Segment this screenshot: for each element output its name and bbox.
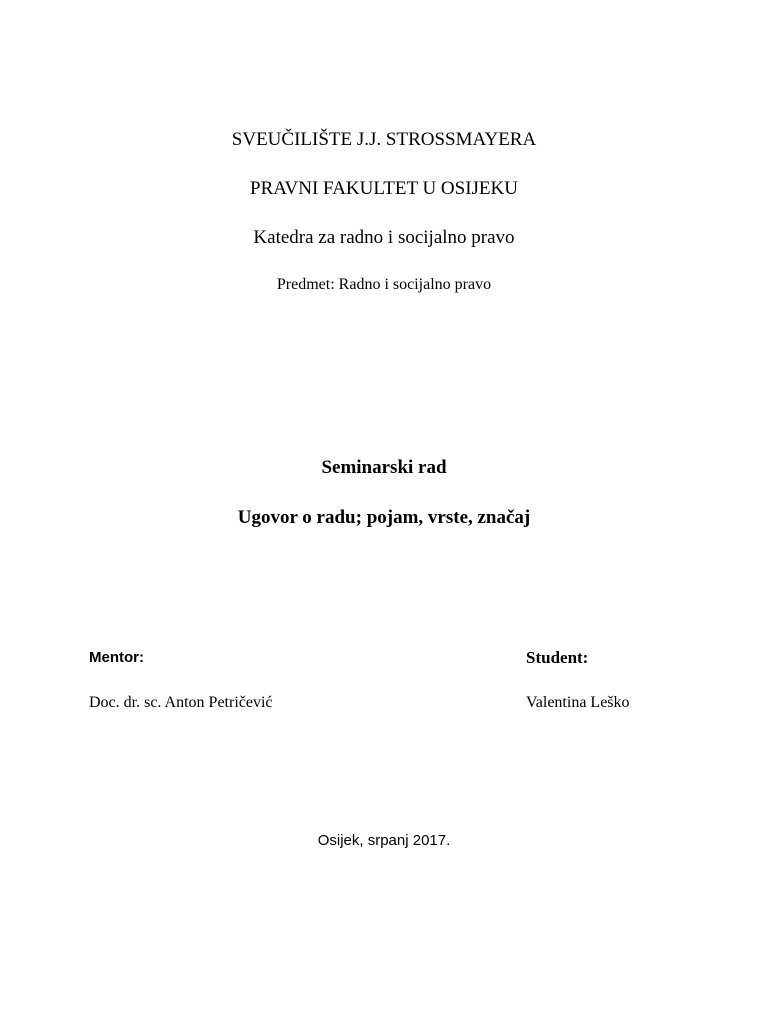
student-label: Student: bbox=[526, 648, 589, 667]
work-title: Ugovor o radu; pojam, vrste, značaj bbox=[237, 507, 531, 528]
university-name: SVEUČILIŠTE J.J. STROSSMAYERA bbox=[231, 129, 537, 150]
mentor-name: Doc. dr. sc. Anton Petričević bbox=[89, 694, 273, 711]
chair-name: Katedra za radno i socijalno pravo bbox=[253, 227, 515, 248]
faculty-name: PRAVNI FAKULTET U OSIJEKU bbox=[250, 178, 518, 199]
work-type: Seminarski rad bbox=[321, 457, 447, 478]
student-name: Valentina Leško bbox=[526, 694, 630, 711]
subject-line: Predmet: Radno i socijalno pravo bbox=[276, 276, 492, 293]
mentor-label: Mentor: bbox=[89, 649, 144, 666]
place-date: Osijek, srpanj 2017. bbox=[317, 832, 451, 849]
